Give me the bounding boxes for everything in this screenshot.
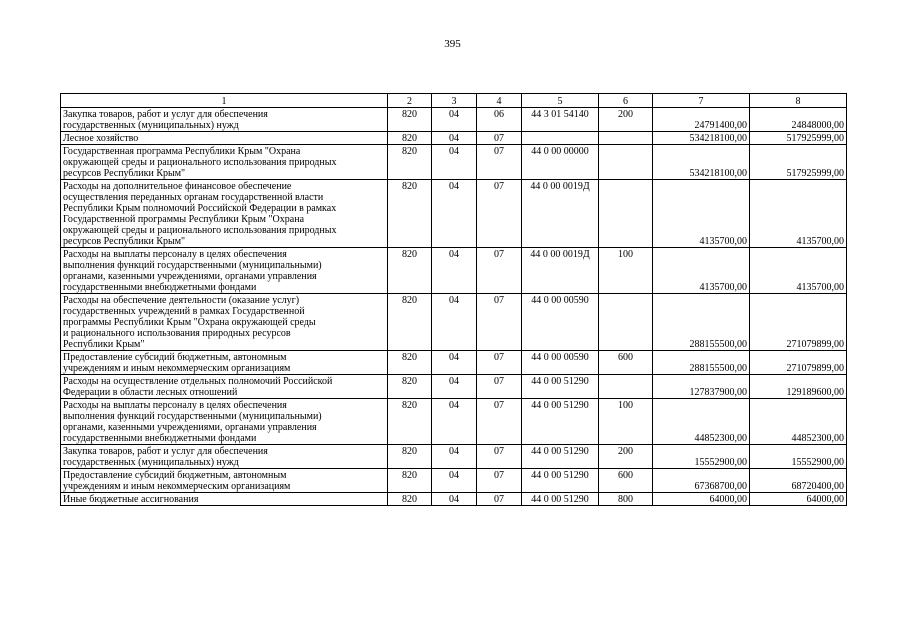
amount-year-1-cell: 44852300,00: [653, 399, 750, 445]
amount-year-2-cell: 15552900,00: [750, 445, 847, 469]
expense-type-cell: 100: [599, 248, 653, 294]
target-article-cell: [522, 132, 599, 145]
target-article-cell: 44 0 00 51290: [522, 375, 599, 399]
section-code-cell: 04: [432, 248, 477, 294]
expense-name-cell: Государственная программа Республики Крым "Охрана окружающей среды и рационального использования природных ресурсов Республики Крым": [61, 145, 388, 180]
header-cell-6: 6: [599, 94, 653, 108]
expense-name-cell: Расходы на дополнительное финансовое обеспечение осуществления переданных органам государственной власти Республики Крым полномочий Российской Федерации в рамках Государственной программы Республики Крым "Охрана окружающей среды и рационального использования природных ресурсов Республики Крым": [61, 180, 388, 248]
ministry-code-cell: 820: [388, 145, 432, 180]
subsection-code-cell: 07: [477, 248, 522, 294]
subsection-code-cell: 07: [477, 375, 522, 399]
ministry-code-cell: 820: [388, 445, 432, 469]
expense-type-cell: [599, 375, 653, 399]
section-code-cell: 04: [432, 108, 477, 132]
section-code-cell: 04: [432, 132, 477, 145]
table-row: [61, 351, 847, 375]
subsection-code-cell: 07: [477, 445, 522, 469]
amount-year-1-cell: 67368700,00: [653, 469, 750, 493]
expense-name-cell: Закупка товаров, работ и услуг для обеспечения государственных (муниципальных) нужд: [61, 445, 388, 469]
target-article-cell: 44 0 00 00590: [522, 351, 599, 375]
ministry-code-cell: 820: [388, 375, 432, 399]
expense-type-cell: 800: [599, 493, 653, 506]
target-article-cell: 44 0 00 51290: [522, 445, 599, 469]
subsection-code-cell: 07: [477, 399, 522, 445]
expense-type-cell: [599, 180, 653, 248]
ministry-code-cell: 820: [388, 294, 432, 351]
amount-year-2-cell: 4135700,00: [750, 180, 847, 248]
expense-name-cell: Расходы на выплаты персоналу в целях обеспечения выполнения функций государственными (муниципальными) органами, казенными учреждениями, органами управления государственными внебюджетными фондами: [61, 399, 388, 445]
table-row: [61, 132, 847, 145]
target-article-cell: 44 3 01 54140: [522, 108, 599, 132]
target-article-cell: 44 0 00 0019Д: [522, 180, 599, 248]
table-row: [61, 248, 847, 294]
expense-type-cell: 600: [599, 351, 653, 375]
subsection-code-cell: 07: [477, 180, 522, 248]
amount-year-1-cell: 4135700,00: [653, 180, 750, 248]
table-row: [61, 493, 847, 506]
header-cell-4: 4: [477, 94, 522, 108]
amount-year-2-cell: 68720400,00: [750, 469, 847, 493]
expense-type-cell: 100: [599, 399, 653, 445]
amount-year-1-cell: 15552900,00: [653, 445, 750, 469]
expense-name-cell: Расходы на выплаты персоналу в целях обеспечения выполнения функций государственными (муниципальными) органами, казенными учреждениями, органами управления государственными внебюджетными фондами: [61, 248, 388, 294]
ministry-code-cell: 820: [388, 108, 432, 132]
ministry-code-cell: 820: [388, 351, 432, 375]
table-row: [61, 375, 847, 399]
amount-year-2-cell: 44852300,00: [750, 399, 847, 445]
subsection-code-cell: 07: [477, 294, 522, 351]
section-code-cell: 04: [432, 375, 477, 399]
amount-year-2-cell: 517925999,00: [750, 145, 847, 180]
expense-name-cell: Закупка товаров, работ и услуг для обеспечения государственных (муниципальных) нужд: [61, 108, 388, 132]
expense-type-cell: [599, 294, 653, 351]
table-row: [61, 145, 847, 180]
target-article-cell: 44 0 00 0019Д: [522, 248, 599, 294]
section-code-cell: 04: [432, 351, 477, 375]
header-cell-3: 3: [432, 94, 477, 108]
ministry-code-cell: 820: [388, 399, 432, 445]
target-article-cell: 44 0 00 51290: [522, 493, 599, 506]
amount-year-1-cell: 288155500,00: [653, 351, 750, 375]
expense-name-cell: Лесное хозяйство: [61, 132, 388, 145]
ministry-code-cell: 820: [388, 493, 432, 506]
table-row: [61, 180, 847, 248]
expense-name-cell: Расходы на осуществление отдельных полномочий Российской Федерации в области лесных отношений: [61, 375, 388, 399]
subsection-code-cell: 07: [477, 145, 522, 180]
amount-year-1-cell: 534218100,00: [653, 132, 750, 145]
subsection-code-cell: 06: [477, 108, 522, 132]
subsection-code-cell: 07: [477, 351, 522, 375]
subsection-code-cell: 07: [477, 493, 522, 506]
target-article-cell: 44 0 00 51290: [522, 399, 599, 445]
expense-type-cell: 600: [599, 469, 653, 493]
header-cell-5: 5: [522, 94, 599, 108]
budget-table: [60, 93, 847, 506]
amount-year-1-cell: 4135700,00: [653, 248, 750, 294]
header-cell-1: 1: [61, 94, 388, 108]
header-cell-8: 8: [750, 94, 847, 108]
ministry-code-cell: 820: [388, 180, 432, 248]
section-code-cell: 04: [432, 493, 477, 506]
amount-year-2-cell: 271079899,00: [750, 351, 847, 375]
amount-year-1-cell: 24791400,00: [653, 108, 750, 132]
header-cell-7: 7: [653, 94, 750, 108]
expense-type-cell: [599, 145, 653, 180]
page-number: 395: [444, 38, 461, 50]
expense-name-cell: Предоставление субсидий бюджетным, автономным учреждениям и иным некоммерческим организациям: [61, 469, 388, 493]
table-body: [61, 94, 847, 506]
subsection-code-cell: 07: [477, 469, 522, 493]
amount-year-1-cell: 288155500,00: [653, 294, 750, 351]
section-code-cell: 04: [432, 294, 477, 351]
amount-year-1-cell: 534218100,00: [653, 145, 750, 180]
expense-name-cell: Предоставление субсидий бюджетным, автономным учреждениям и иным некоммерческим организациям: [61, 351, 388, 375]
target-article-cell: 44 0 00 00590: [522, 294, 599, 351]
amount-year-1-cell: 64000,00: [653, 493, 750, 506]
expense-type-cell: [599, 132, 653, 145]
section-code-cell: 04: [432, 399, 477, 445]
table-row: [61, 399, 847, 445]
section-code-cell: 04: [432, 469, 477, 493]
amount-year-2-cell: 271079899,00: [750, 294, 847, 351]
target-article-cell: 44 0 00 51290: [522, 469, 599, 493]
table-row: [61, 294, 847, 351]
section-code-cell: 04: [432, 145, 477, 180]
table-header-row: [61, 94, 847, 108]
amount-year-2-cell: 24848000,00: [750, 108, 847, 132]
amount-year-1-cell: 127837900,00: [653, 375, 750, 399]
section-code-cell: 04: [432, 445, 477, 469]
section-code-cell: 04: [432, 180, 477, 248]
ministry-code-cell: 820: [388, 469, 432, 493]
table-row: [61, 469, 847, 493]
header-cell-2: 2: [388, 94, 432, 108]
table-row: [61, 445, 847, 469]
ministry-code-cell: 820: [388, 132, 432, 145]
amount-year-2-cell: 64000,00: [750, 493, 847, 506]
amount-year-2-cell: 129189600,00: [750, 375, 847, 399]
expense-type-cell: 200: [599, 108, 653, 132]
amount-year-2-cell: 517925999,00: [750, 132, 847, 145]
expense-type-cell: 200: [599, 445, 653, 469]
amount-year-2-cell: 4135700,00: [750, 248, 847, 294]
subsection-code-cell: 07: [477, 132, 522, 145]
ministry-code-cell: 820: [388, 248, 432, 294]
table-row: [61, 108, 847, 132]
target-article-cell: 44 0 00 00000: [522, 145, 599, 180]
expense-name-cell: Расходы на обеспечение деятельности (оказание услуг) государственных учреждений в рамках Государственной программы Республики Крым "Охрана окружающей среды и рационального использования природных ресурсов Республики Крым": [61, 294, 388, 351]
expense-name-cell: Иные бюджетные ассигнования: [61, 493, 388, 506]
